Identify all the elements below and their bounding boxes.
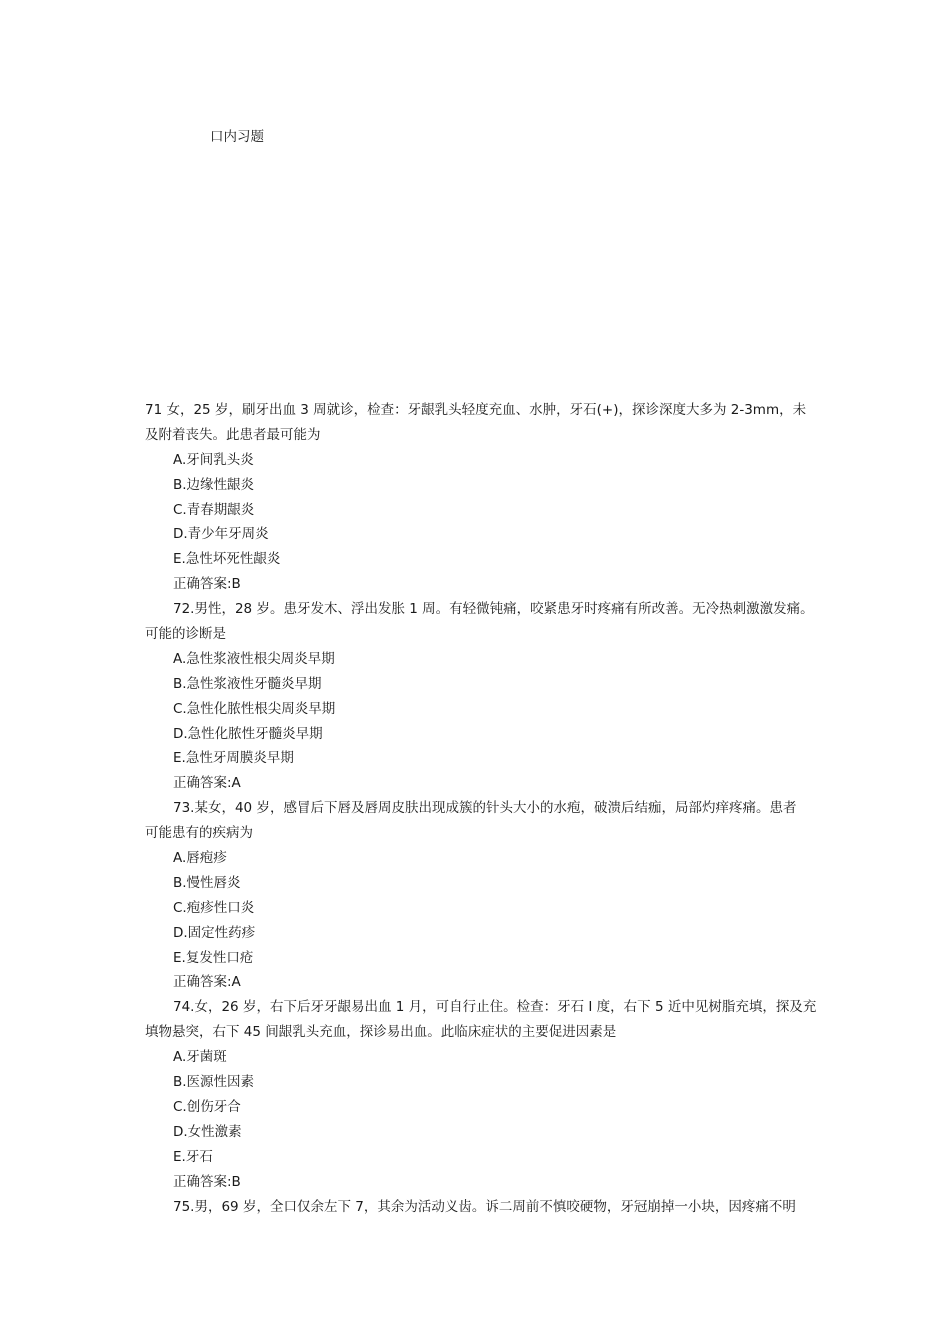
question-stem-line: 75.男，69 岁，全口仅余左下 7，其余为活动义齿。诉二周前不慎咬硬物，牙冠崩掉一小块，因疼痛不明 (173, 1198, 796, 1215)
question-stem-line: 73.某女，40 岁，感冒后下唇及唇周皮肤出现成簇的针头大小的水疱，破溃后结痂，局部灼痒疼痛。患者 (173, 800, 797, 817)
document-title: 口内习题 (210, 129, 264, 145)
question-72 (145, 597, 815, 796)
option-c: C.创伤牙合 (173, 1098, 241, 1115)
option-e: E.急性牙周膜炎早期 (173, 750, 294, 767)
document-body (145, 398, 815, 1219)
option-d: D.女性激素 (173, 1123, 242, 1140)
correct-answer: 正确答案:A (173, 974, 241, 991)
option-b: B.慢性唇炎 (173, 874, 241, 891)
question-71 (145, 398, 815, 597)
option-a: A.牙间乳头炎 (173, 451, 254, 468)
option-b: B.边缘性龈炎 (173, 476, 255, 493)
question-stem-line: 可能患有的疾病为 (145, 825, 253, 842)
option-c: C.急性化脓性根尖周炎早期 (173, 700, 336, 717)
question-stem-line: 74.女，26 岁，右下后牙牙龈易出血 1 月，可自行止住。检查：牙石 I 度，右下 5 近中见树脂充填，探及充 (173, 999, 817, 1016)
question-stem-line: 及附着丧失。此患者最可能为 (145, 426, 321, 443)
option-a: A.牙菌斑 (173, 1049, 227, 1066)
option-e: E.复发性口疮 (173, 949, 254, 966)
question-75 (145, 1195, 815, 1220)
option-a: A.唇疱疹 (173, 850, 227, 867)
option-b: B.医源性因素 (173, 1074, 255, 1091)
option-d: D.急性化脓性牙髓炎早期 (173, 725, 323, 742)
question-stem-line: 可能的诊断是 (145, 626, 226, 643)
option-e: E.急性坏死性龈炎 (173, 551, 281, 568)
option-b: B.急性浆液性牙髓炎早期 (173, 675, 322, 692)
question-stem-line: 填物悬突，右下 45 间龈乳头充血，探诊易出血。此临床症状的主要促进因素是 (145, 1024, 617, 1041)
question-73 (145, 796, 815, 995)
question-stem-line: 72.男性，28 岁。患牙发木、浮出发胀 1 周。有轻微钝痛，咬紧患牙时疼痛有所改善。无冷热刺激激发痛。 (173, 601, 814, 618)
option-d: D.固定性药疹 (173, 924, 256, 941)
option-c: C.青春期龈炎 (173, 501, 255, 518)
option-c: C.疱疹性口炎 (173, 899, 255, 916)
option-a: A.急性浆液性根尖周炎早期 (173, 650, 335, 667)
correct-answer: 正确答案:B (173, 1173, 241, 1190)
option-d: D.青少年牙周炎 (173, 526, 269, 543)
option-e: E.牙石 (173, 1148, 213, 1165)
correct-answer: 正确答案:A (173, 775, 241, 792)
correct-answer: 正确答案:B (173, 576, 241, 593)
question-74 (145, 995, 815, 1194)
question-stem-line: 71 女，25 岁，刷牙出血 3 周就诊，检查：牙龈乳头轻度充血、水肿，牙石(+)，探诊深度大多为 2-3mm，未 (145, 402, 807, 418)
